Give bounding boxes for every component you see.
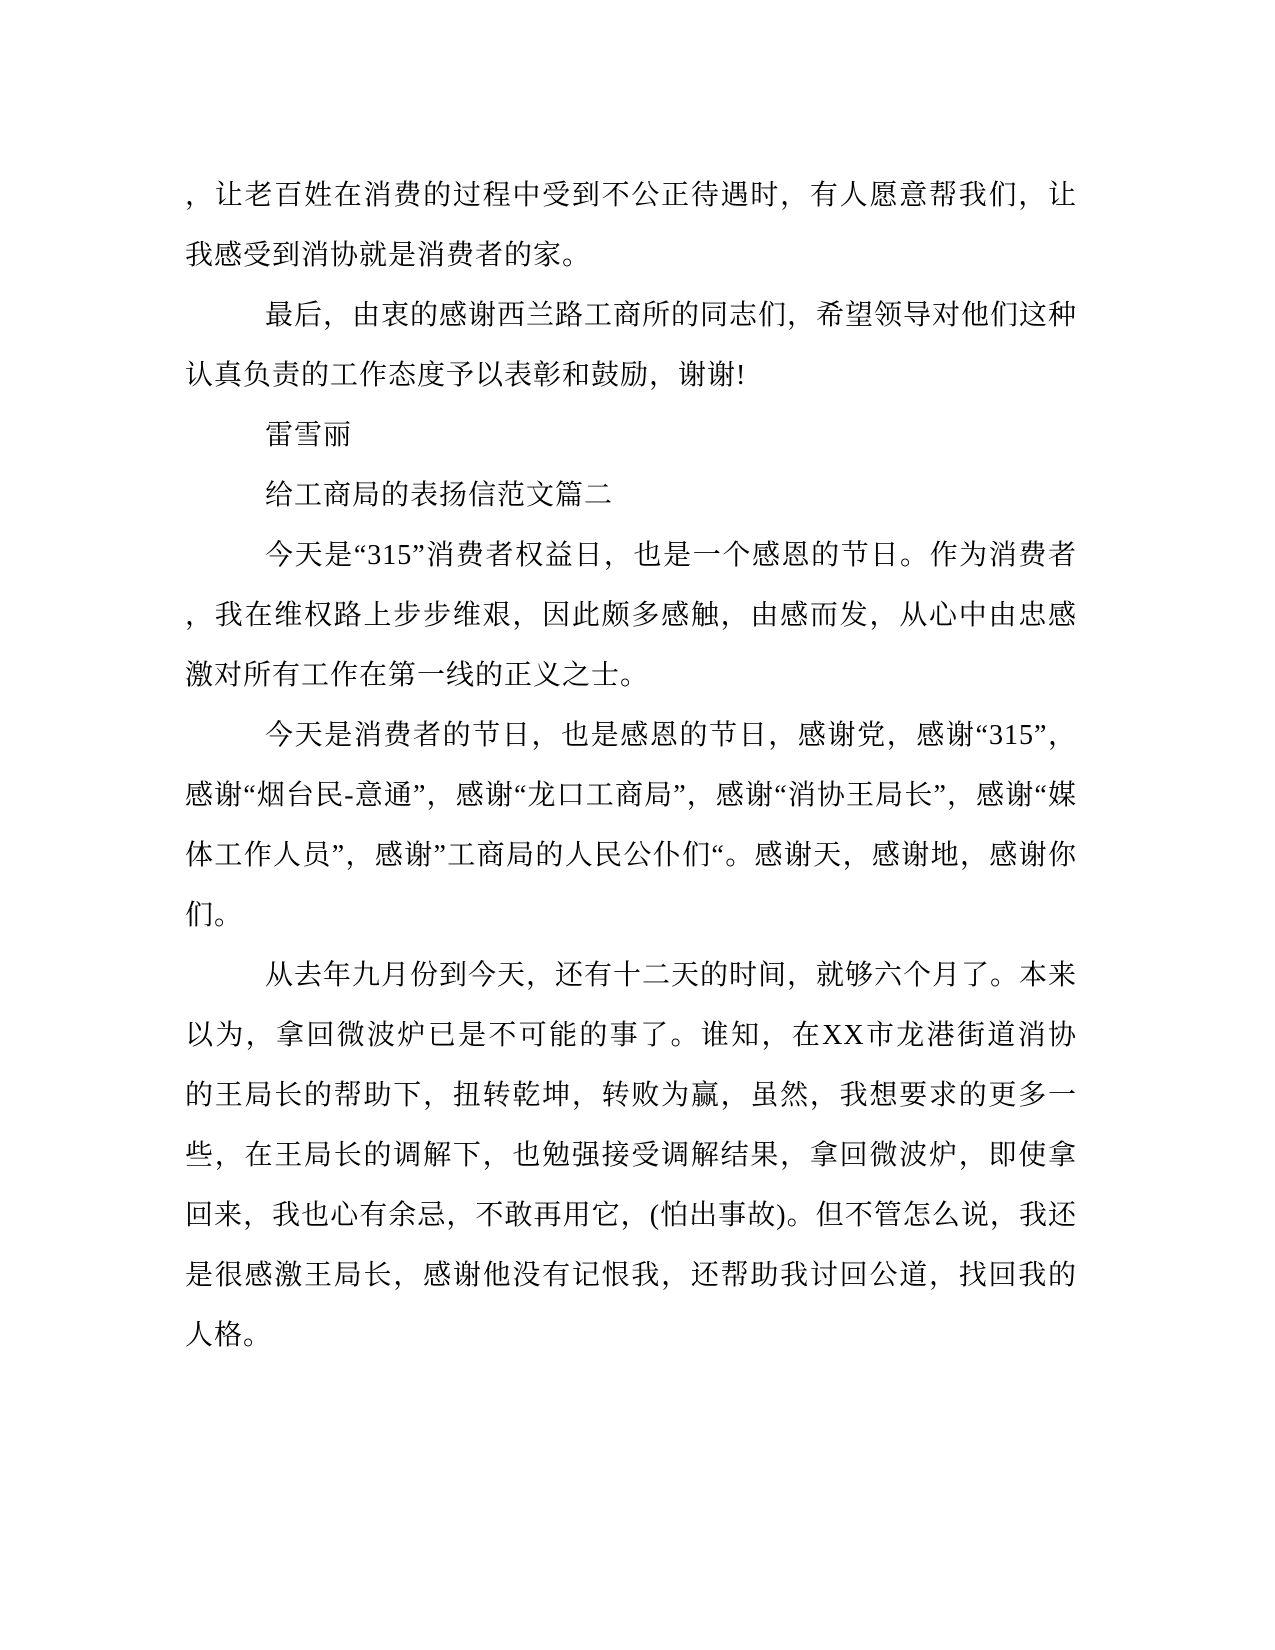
text-line: 从去年九月份到今天，还有十二天的时间，就够六个月了。本来 <box>265 960 1078 991</box>
text-line: 是很感激王局长，感谢他没有记恨我，还帮助我讨回公道，找回我的 <box>185 1260 1077 1291</box>
text-line: 些，在王局长的调解下，也勉强接受调解结果，拿回微波炉，即使拿 <box>185 1140 1077 1171</box>
document-body <box>185 166 1077 1366</box>
text-line: 的王局长的帮助下，扭转乾坤，转败为赢，虽然，我想要求的更多一 <box>185 1080 1077 1111</box>
text-line: 以为，拿回微波炉已是不可能的事了。谁知，在XX市龙港街道消协 <box>185 1020 1077 1051</box>
text-line: 最后，由衷的感谢西兰路工商所的同志们，希望领导对他们这种 <box>265 300 1078 331</box>
text-line: 我感受到消协就是消费者的家。 <box>185 240 592 271</box>
text-line: 今天是消费者的节日，也是感恩的节日，感谢党，感谢“315”， <box>265 720 1077 751</box>
text-line: 人格。 <box>185 1320 273 1351</box>
text-line: 今天是“315”消费者权益日，也是一个感恩的节日。作为消费者 <box>265 540 1077 571</box>
signature-line: 雷雪丽 <box>265 420 353 451</box>
text-line: 认真负责的工作态度予以表彰和鼓励，谢谢! <box>185 360 747 391</box>
text-line: 感谢“烟台民-意通”，感谢“龙口工商局”，感谢“消协王局长”，感谢“媒 <box>185 780 1077 811</box>
text-line: ，让老百姓在消费的过程中受到不公正待遇时，有人愿意帮我们，让 <box>185 180 1077 211</box>
text-line: 激对所有工作在第一线的正义之士。 <box>185 660 650 691</box>
text-line: ，我在维权路上步步维艰，因此颇多感触，由感而发，从心中由忠感 <box>185 600 1077 631</box>
text-line: 回来，我也心有余忌，不敢再用它，(怕出事故)。但不管怎么说，我还 <box>185 1200 1077 1231</box>
text-line: 体工作人员”，感谢”工商局的人民公仆们“。感谢天，感谢地，感谢你 <box>185 840 1077 871</box>
text-line: 们。 <box>185 900 244 931</box>
section-heading-line: 给工商局的表扬信范文篇二 <box>265 480 614 511</box>
